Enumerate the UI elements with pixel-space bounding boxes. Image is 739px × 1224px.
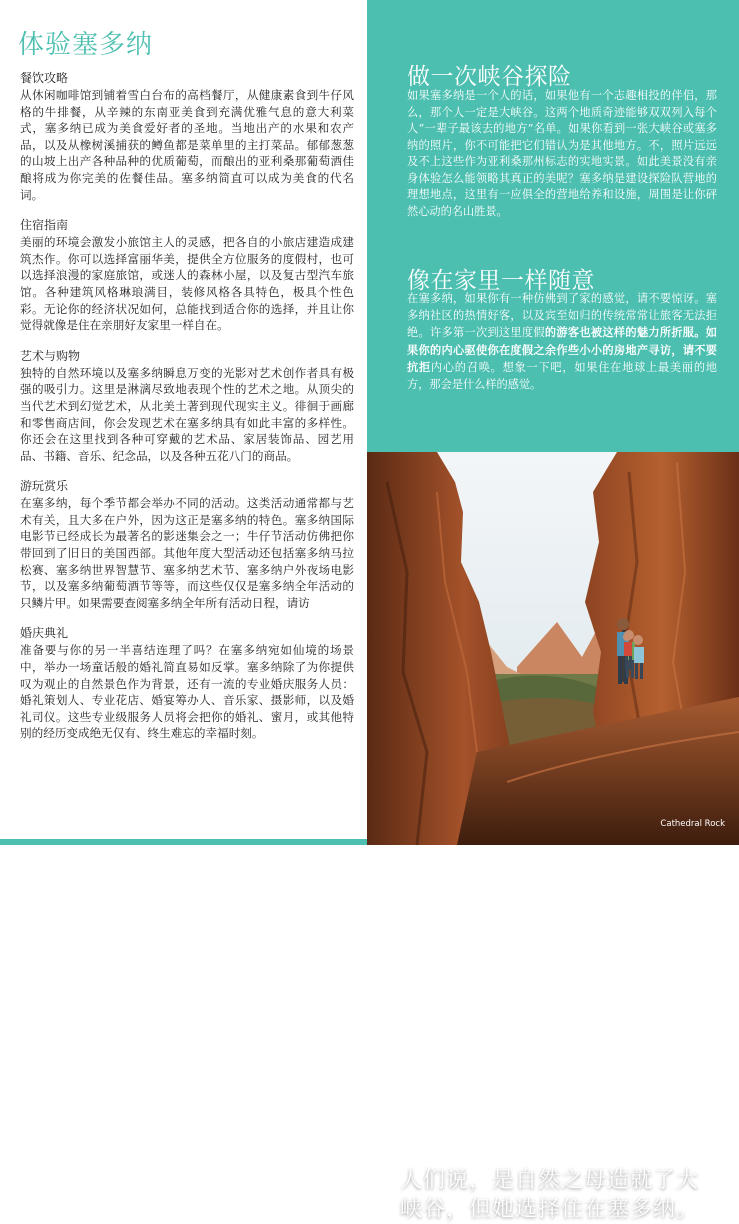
home-body-bold: 的游客也被这样的魅力所折服。如果你的内心驱使你在度假之余作些小小的房地产寻访，请不要抗拒	[407, 325, 717, 374]
section-heading: 婚庆典礼	[20, 626, 69, 641]
bottom-accent-bar	[0, 839, 367, 845]
section-dining	[20, 70, 354, 203]
section-body: 独特的自然环境以及塞多纳瞬息万变的光影对艺术创作者具有极强的吸引力。这里是淋漓尽致地表现个性的艺术之地。从顶尖的当代艺术到幻觉艺术，从北美土著到现代现实主义。徘徊于画廊和零售商店间，你会发现艺术在塞多纳具有如此丰富的多样性。你还会在这里找到各种可穿戴的艺术品、家居装饰品、园艺用品、书籍、音乐、纪念品，以及各种五花八门的商品。	[20, 365, 354, 463]
section-heading: 艺术与购物	[20, 348, 81, 363]
canyon-title: 做一次峡谷探险	[407, 64, 572, 90]
experience-sedona-column	[0, 0, 367, 845]
section-body: 准备要与你的另一半喜结连理了吗？在塞多纳宛如仙境的场景中，举办一场童话般的婚礼简直易如反掌。塞多纳除了为你提供叹为观止的自然景色作为背景，还有一流的专业婚庆服务人员：婚礼策划人、专业花店、婚宴筹办人、音乐家、摄影师，以及婚礼司仪。这些专业级服务人员将会把你的婚礼、蜜月，或其他特别的经历变成绝无仅有、终生难忘的幸福时刻。	[20, 643, 354, 741]
sections-list	[20, 70, 354, 756]
feature-column	[367, 0, 739, 1222]
page-title: 体验塞多纳	[18, 30, 154, 60]
home-body	[407, 291, 717, 393]
section-weddings	[20, 625, 354, 742]
home-title: 像在家里一样随意	[407, 268, 595, 294]
section-body: 在塞多纳，每个季节都会举办不同的活动。这类活动通常都与艺术有关，且大多在户外，因为这正是塞多纳的特色。塞多纳国际电影节已经成长为最著名的影迷集会之一；牛仔节活动仿佛把你带回到了旧日的美国西部。其他年度大型活动还包括塞多纳马拉松赛、塞多纳世界智慧节、塞多纳艺术节、塞多纳户外夜场电影节，以及塞多纳葡萄酒节等等，而这些仅仅是塞多纳全年活动的只鳞片甲。如果需要查阅塞多纳全年所有活动日程，请访	[20, 496, 354, 610]
canyon-illustration	[367, 452, 739, 845]
section-arts-shopping	[20, 348, 354, 465]
section-entertainment	[20, 478, 354, 611]
section-heading: 游玩赏乐	[20, 479, 69, 494]
section-body: 从休闲咖啡馆到铺着雪白台布的高档餐厅，从健康素食到牛仔风格的牛排餐，从辛辣的东南亚美食到充满优雅气息的意大利菜式，塞多纳已成为美食爱好者的圣地。当地出产的水果和农产品，以及从橡树溪捕获的鳟鱼都是菜单里的主打菜品。郁郁葱葱的山坡上出产各种品种的优质葡萄，而酿出的亚利桑那葡萄酒佳酿将成为你完美的佐餐佳品。塞多纳简直可以成为美食的代名词。	[20, 88, 354, 202]
section-lodging	[20, 217, 354, 334]
canyon-body: 如果塞多纳是一个人的话，如果他有一个志趣相投的伴侣，那么，那个人一定是大峡谷。这两个地质奇迹能够双双列入每个人“一辈子最该去的地方”名单。如果你看到一张大峡谷或塞多纳的照片，你不可能把它们错认为是其他地方。不，照片远远及不上这些作为亚利桑那州标志的实地实景。如此美景没有亲身体验怎么能领略其真正的美呢？塞多纳是建设探险队营地的理想地点，这里有一应俱全的营地给养和设施，周围是让你砰然心动的名山胜景。	[407, 89, 717, 218]
photo-caption: Cathedral Rock	[660, 819, 725, 829]
section-body: 美丽的环境会激发小旅馆主人的灵感，把各自的小旅店建造成建筑杰作。你可以选择富丽华美，提供全方位服务的度假村，也可以选择浪漫的家庭旅馆，或迷人的森林小屋，以及复古型汽车旅馆。各种建筑风格琳琅满目，装修风格各具特色，极具个性色彩。无论你的经济状况如何，总能找到适合你的选择，并且让你觉得就像是住在亲朋好友家里一样自在。	[20, 235, 354, 333]
home-body-start: 在塞多纳，如果你有一种仿佛到了家的感觉，请不要惊讶。塞多纳社区的热情好客，以及宾至如归的传统常常让旅客无法拒绝。许多第一次到这里度假	[407, 292, 717, 339]
home-body-end: 内心的召唤。想象一下吧，如果住在地球上最美丽的地方，那会是什么样的感觉。	[407, 361, 717, 391]
cathedral-rock-photo	[367, 452, 739, 1222]
section-heading: 餐饮攻略	[20, 71, 69, 85]
photo-quote: 人们说，是自然之母造就了大峡谷，但她选择住在塞多纳。	[400, 1168, 700, 1222]
section-heading: 住宿指南	[20, 218, 69, 233]
